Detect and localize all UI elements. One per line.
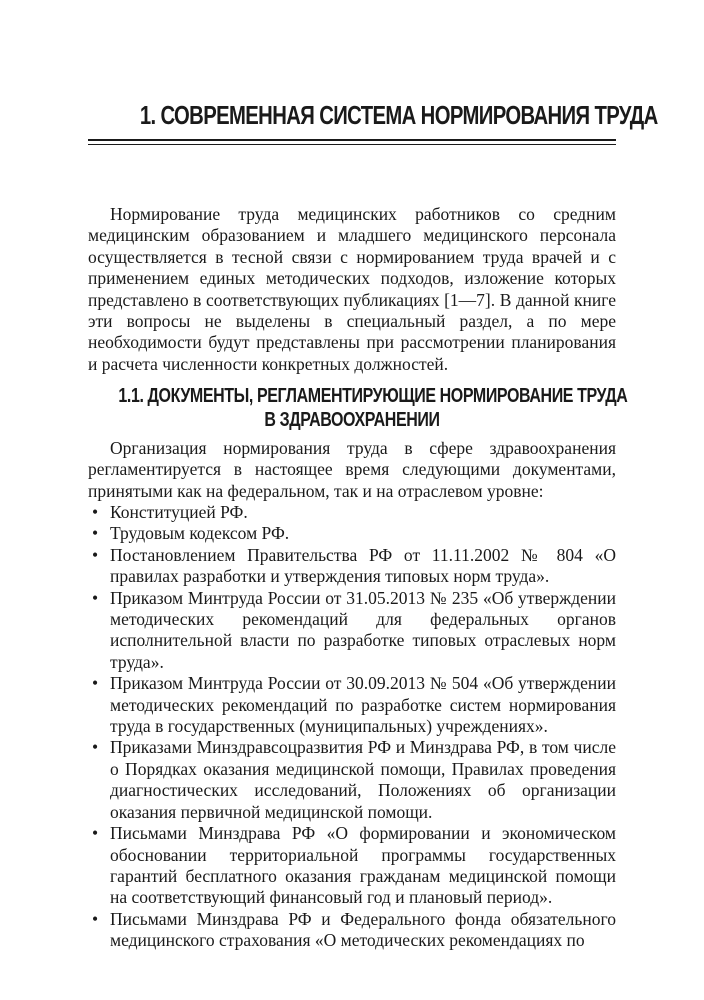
title-rule-thin xyxy=(88,144,616,145)
section-title-line-2: В ЗДРАВООХРАНЕНИИ xyxy=(264,409,440,431)
chapter-title: 1. СОВРЕМЕННАЯ СИСТЕМА НОРМИРОВАНИЯ ТРУДА xyxy=(139,100,658,130)
section-title xyxy=(118,384,628,432)
bullet-icon: • xyxy=(92,737,99,758)
list-item-text: Приказом Минтруда России от 31.05.2013 № 235 «Об утверждении методических рекомендаций для федеральных органов исполнительной власти по разработке типовых отраслевых норм труда». xyxy=(110,587,616,672)
list-item-text: Конституцией РФ. xyxy=(110,502,248,522)
bullet-icon: • xyxy=(92,523,99,544)
list-item-text: Постановлением Правительства РФ от 11.11.2002 № 804 «О правилах разработки и утверждения типовых норм труда». xyxy=(110,544,616,587)
list-item xyxy=(88,545,616,588)
list-item xyxy=(88,909,616,952)
section-title-line-1: 1.1. ДОКУМЕНТЫ, РЕГЛАМЕНТИРУЮЩИЕ НОРМИРОВАНИЕ ТРУДА xyxy=(118,385,628,407)
bullet-icon: • xyxy=(92,908,99,929)
list-item-text: Письмами Минздрава РФ «О формировании и экономическом обосновании территориальной программы государственных гарантий бесплатного оказания гражданам медицинской помощи на соответствующий финансовый год и плановый период». xyxy=(110,823,616,908)
bullet-icon: • xyxy=(92,587,99,608)
list-item-text: Трудовым кодексом РФ. xyxy=(110,523,290,544)
list-item xyxy=(88,588,616,674)
regulatory-documents-list xyxy=(88,502,616,952)
list-item-text: Письмами Минздрава РФ и Федерального фонда обязательного медицинского страхования «О методических рекомендациях по xyxy=(110,908,616,951)
list-item-text: Приказом Минтруда России от 30.09.2013 № 504 «Об утверждении методических рекомендаций по разработке систем нормирования труда в государственных (муниципальных) учреждениях». xyxy=(110,673,616,737)
bullet-icon: • xyxy=(92,823,99,844)
bullet-icon: • xyxy=(92,502,99,522)
list-item xyxy=(88,673,616,737)
intro-paragraph: Нормирование труда медицинских работников со средним медицинским образованием и младшего медицинского персонала осуществляется в тесной связи с нормированием труда врачей и с применением единых методических подходов, изложение которых представлено в соответствующих публикациях [1—7]. В данной книге эти вопросы не выделены в специальный раздел, а по мере необходимости будут представлены при рассмотрении планирования и расчета численности конкретных должностей. xyxy=(88,204,616,374)
title-rule-thick xyxy=(88,139,616,141)
bullet-icon: • xyxy=(92,544,99,565)
list-item xyxy=(88,502,616,523)
section-lead-paragraph: Организация нормирования труда в сфере здравоохранения регламентируется в настоящее время следующими документами, принятыми как на федеральном, так и на отраслевом уровне: xyxy=(88,438,616,501)
bullet-icon: • xyxy=(92,673,99,694)
list-item xyxy=(88,523,616,544)
list-item xyxy=(88,737,616,823)
list-item xyxy=(88,823,616,909)
list-item-text: Приказами Минздравсоцразвития РФ и Минздрава РФ, в том числе о Порядках оказания медицинской помощи, Правилах проведения диагностических исследований, Положениях об организации оказания первичной медицинской помощи. xyxy=(110,737,616,822)
